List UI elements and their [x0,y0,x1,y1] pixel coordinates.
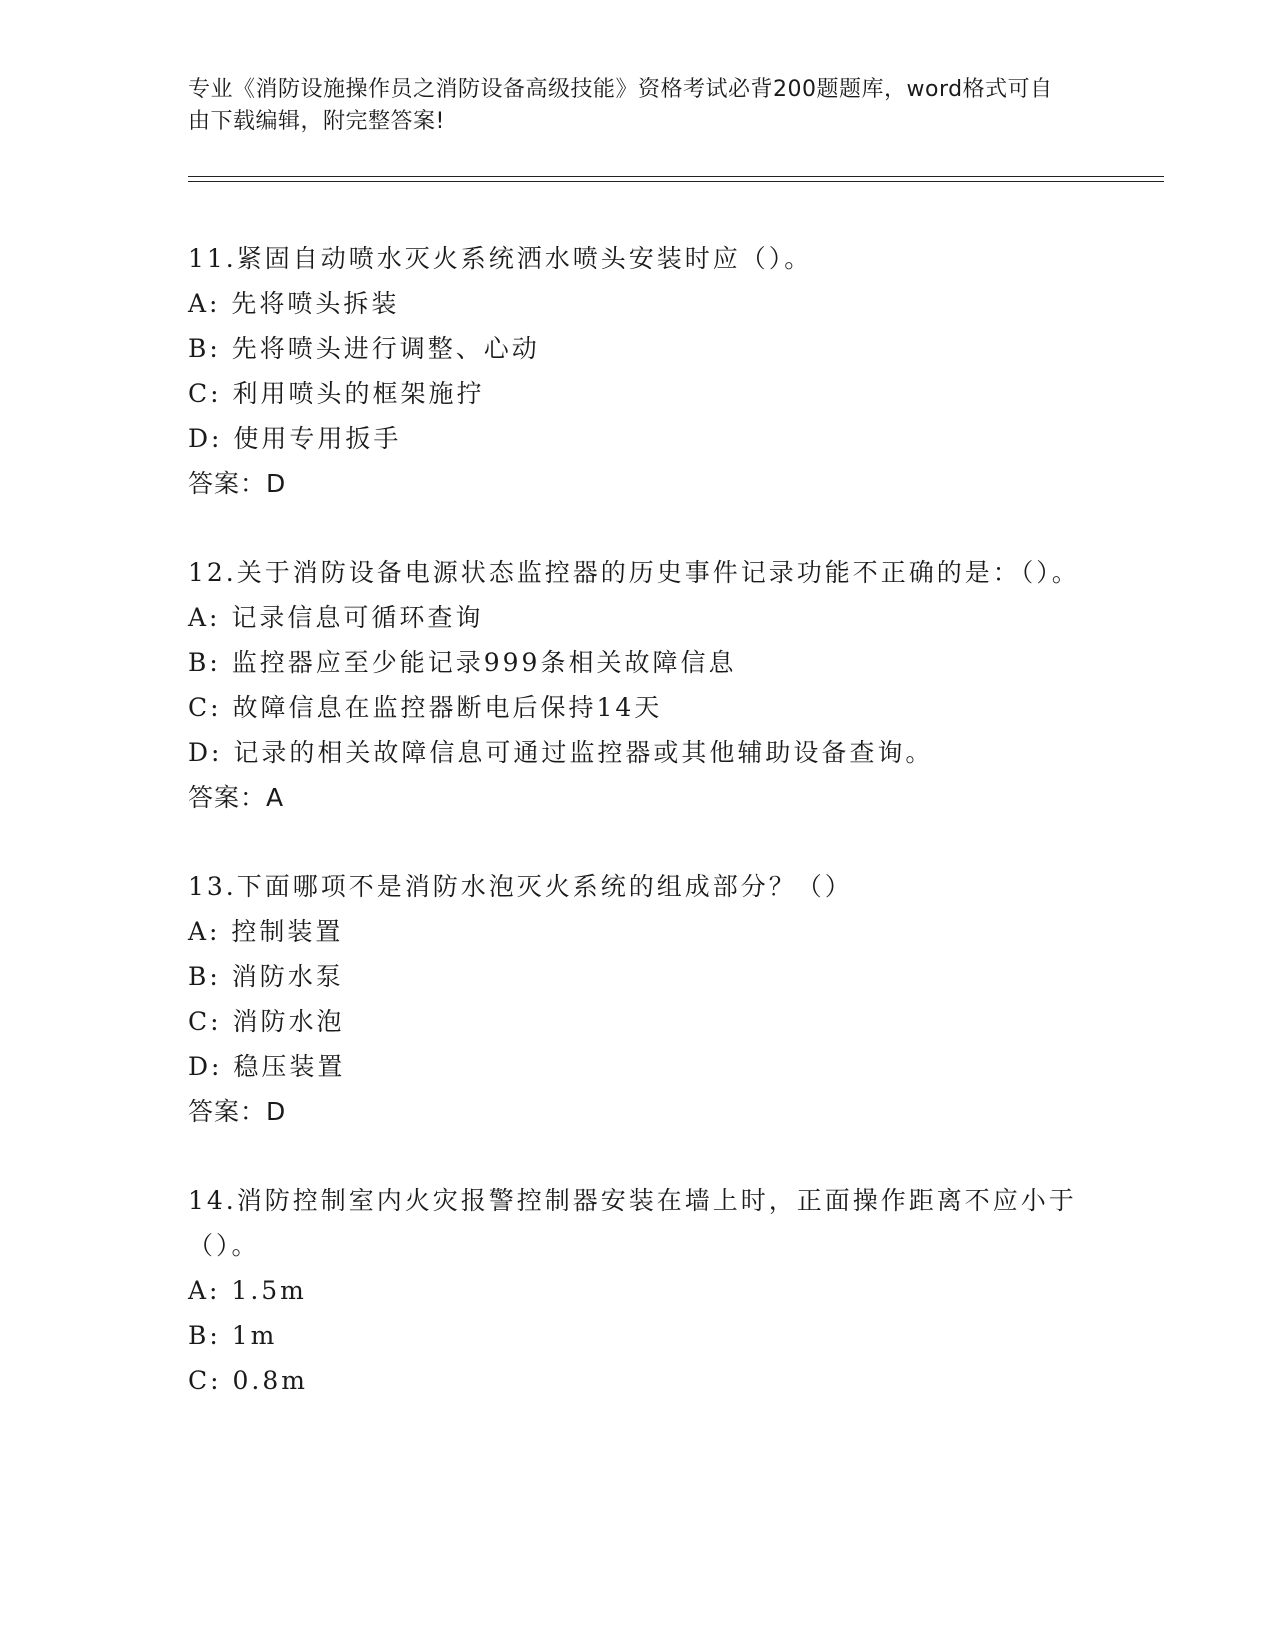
question-stem: 11.紧固自动喷水灭火系统洒水喷头安装时应（）。 [188,244,813,273]
question-14 [188,1178,1088,1403]
option-a: A: 记录信息可循环查询 [188,603,484,632]
answer-line: 答案：D [188,469,287,498]
option-a: A: 先将喷头拆装 [188,289,400,318]
option-c: C: 故障信息在监控器断电后保持14天 [188,693,663,722]
question-stem: 13.下面哪项不是消防水泡灭火系统的组成部分？（） [188,872,853,901]
question-13 [188,864,1088,1134]
question-12 [188,550,1088,820]
question-stem: 12.关于消防设备电源状态监控器的历史事件记录功能不正确的是：（）。 [188,558,1080,587]
option-d: D: 记录的相关故障信息可通过监控器或其他辅助设备查询。 [188,738,934,767]
question-stem: 14.消防控制室内火灾报警控制器安装在墙上时，正面操作距离不应小于（）。 [188,1186,1077,1260]
document-header: 专业《消防设施操作员之消防设备高级技能》资格考试必背200题题库，word格式可自由下载编辑，附完整答案! [188,77,1053,134]
answer-line: 答案：D [188,1097,287,1126]
option-c: C: 0.8m [188,1366,308,1395]
header-divider-top [188,176,1164,177]
question-11 [188,236,1088,506]
question-list [188,236,1088,1447]
option-d: D: 稳压装置 [188,1052,346,1081]
option-b: B: 消防水泵 [188,962,344,991]
option-a: A: 控制装置 [188,917,344,946]
option-b: B: 1m [188,1321,278,1350]
option-b: B: 先将喷头进行调整、心动 [188,334,540,363]
option-b: B: 监控器应至少能记录999条相关故障信息 [188,648,737,677]
header-divider-bottom [188,181,1164,182]
option-a: A: 1.5m [188,1276,307,1305]
option-c: C: 消防水泡 [188,1007,345,1036]
answer-line: 答案：A [188,783,285,812]
option-d: D: 使用专用扳手 [188,424,402,453]
option-c: C: 利用喷头的框架施拧 [188,379,485,408]
